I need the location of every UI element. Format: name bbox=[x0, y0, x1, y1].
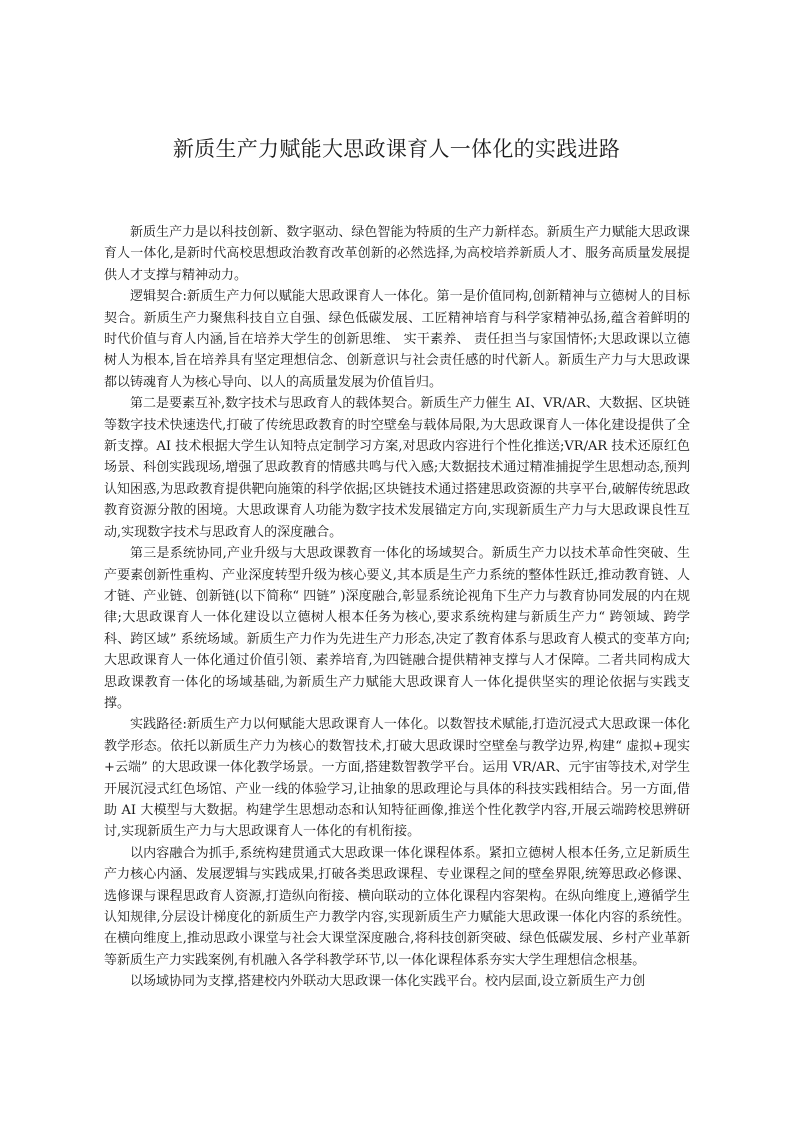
document-body bbox=[104, 222, 690, 993]
paragraph: 新质生产力是以科技创新、数字驱动、绿色智能为特质的生产力新样态。新质生产力赋能大思政课育人一体化,是新时代高校思想政治教育改革创新的必然选择,为高校培养新质人才、服务高质量发展提供人才支撑与精神动力。 bbox=[104, 225, 690, 283]
document-title: 新质生产力赋能大思政课育人一体化的实践进路 bbox=[172, 137, 621, 161]
paragraph: 逻辑契合:新质生产力何以赋能大思政课育人一体化。第一是价值同构,创新精神与立德树人的目标契合。新质生产力聚焦科技自立自强、绿色低碳发展、工匠精神培育与科学家精神弘扬,蕴含着鲜明的时代价值与育人内涵,旨在培养大学生的创新思维、 实干素养、 责任担当与家国情怀;大思政课以立德树人为根本,旨在培养具有坚定理想信念、创新意识与社会责任感的时代新人。新质生产力与大思政课都以铸魂育人为核心导向、以人的高质量发展为价值旨归。 bbox=[104, 289, 690, 390]
paragraph: 第二是要素互补,数字技术与思政育人的载体契合。新质生产力催生 AI、VR/AR、大数据、区块链等数字技术快速迭代,打破了传统思政教育的时空壁垒与载体局限,为大思政课育人一体化建设提供了全新支撑。AI 技术根据大学生认知特点定制学习方案,对思政内容进行个性化推送;VR/AR 技术还原红色场景、科创实践现场,增强了思政教育的情感共鸣与代入感;大数据技术通过精准捕捉学生思想动态,预判认知困惑,为思政教育提供靶向施策的科学依据;区块链技术通过搭建思政资源的共享平台,破解传统思政教育资源分散的困境。大思政课育人功能为数字技术发展锚定方向,实现新质生产力与大思政课良性互动,实现数字技术与思政育人的深度融合。 bbox=[104, 396, 690, 540]
paragraph: 实践路径:新质生产力以何赋能大思政课育人一体化。以数智技术赋能,打造沉浸式大思政课一体化教学形态。依托以新质生产力为核心的数智技术,打破大思政课时空壁垒与教学边界,构建“ 虚拟+现实+云端” 的大思政课一体化教学场景。一方面,搭建数智教学平台。运用 VR/AR、元宇宙等技术,对学生开展沉浸式红色场馆、产业一线的体验学习,让抽象的思政理论与具体的科技实践相结合。另一方面,借助 AI 大模型与大数据。构建学生思想动态和认知特征画像,推送个性化教学内容,开展云端跨校思辨研讨,实现新质生产力与大思政课育人一体化的有机衔接。 bbox=[104, 717, 690, 840]
paragraph: 第三是系统协同,产业升级与大思政课教育一体化的场域契合。新质生产力以技术革命性突破、生产要素创新性重构、产业深度转型升级为核心要义,其本质是生产力系统的整体性跃迁,推动教育链、人才链、产业链、创新链(以下简称“ 四链” )深度融合,彰显系统论视角下生产力与教育协同发展的内在规律;大思政课育人一体化建设以立德树人根本任务为核心,要求系统构建与新质生产力“ 跨领域、跨学科、跨区域” 系统场域。新质生产力作为先进生产力形态,决定了教育体系与思政育人模式的变革方向;大思政课育人一体化通过价值引领、素养培育,为四链融合提供精神支撑与人才保障。二者共同构成大思政课教育一体化的场域基础,为新质生产力赋能大思政课育人一体化提供坚实的理论依据与实践支撑。 bbox=[104, 546, 690, 711]
paragraph: 以内容融合为抓手,系统构建贯通式大思政课一体化课程体系。紧扣立德树人根本任务,立足新质生产力核心内涵、发展逻辑与实践成果,打破各类思政课程、专业课程之间的壁垒界限,统筹思政必修课、选修课与课程思政育人资源,打造纵向衔接、横向联动的立体化课程内容架构。在纵向维度上,遵循学生认知规律,分层设计梯度化的新质生产力教学内容,实现新质生产力赋能大思政课一体化内容的系统性。在横向维度上,推动思政小课堂与社会大课堂深度融合,将科技创新突破、绿色低碳发展、乡村产业革新等新质生产力实践案例,有机融入各学科教学环节,以一体化课程体系夯实大学生理想信念根基。 bbox=[104, 845, 690, 968]
paragraph: 以场域协同为支撑,搭建校内外联动大思政课一体化实践平台。校内层面,设立新质生产力创 bbox=[130, 974, 646, 990]
